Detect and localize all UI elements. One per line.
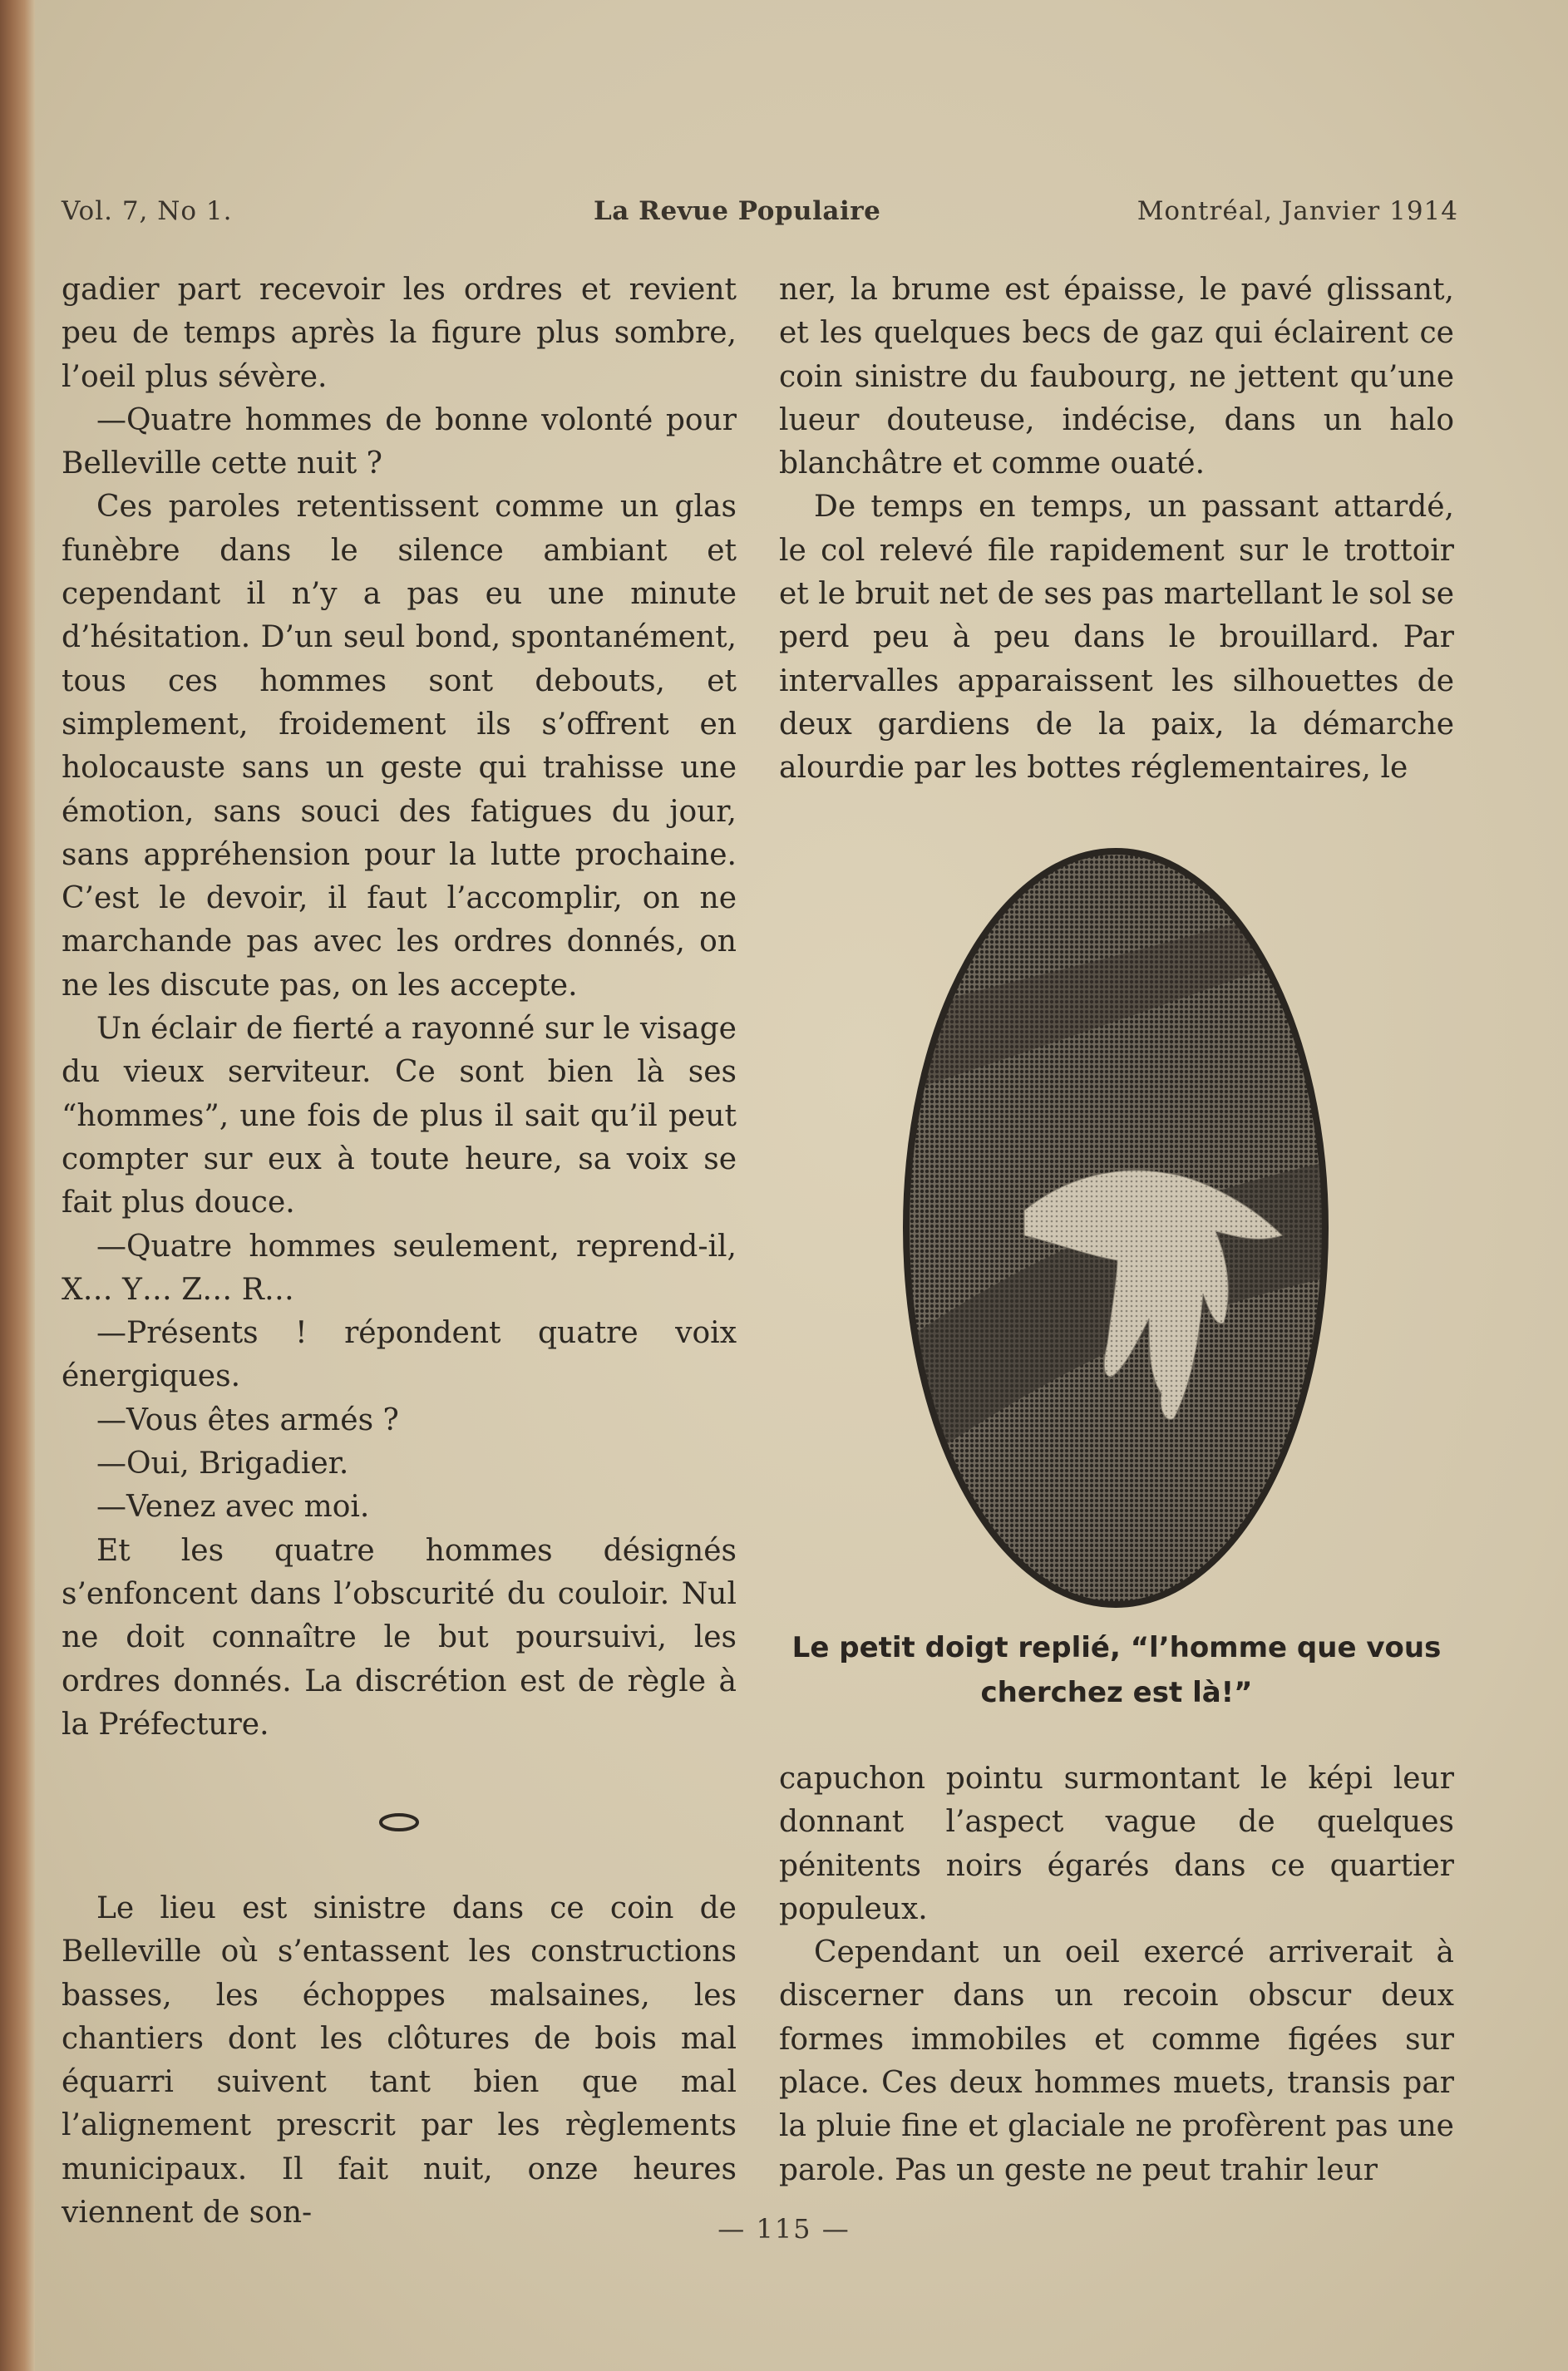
caption-line: cherchez est là!” (980, 1676, 1253, 1709)
page-number: — 115 — (717, 2213, 851, 2245)
left-column-section-2 (62, 1887, 737, 2235)
issue-date: Montréal, Janvier 1914 (1137, 196, 1458, 226)
section-separator-icon (376, 1810, 422, 1835)
paragraph: —Présents ! répondent quatre voix énergiques. (62, 1316, 737, 1394)
right-column-bottom (779, 1757, 1454, 2192)
paragraph: gadier part recevoir les ordres et revient peu de temps après la figure plus sombre, l’oeil plus sévère. (62, 273, 737, 394)
paragraph: Cependant un oeil exercé arriverait à discerner dans un recoin obscur deux formes immobiles et comme figées sur place. Ces deux hommes muets, transis par la pluie fine et glaciale ne profèrent pas une parole. Pas un geste ne peut trahir leur (779, 1935, 1454, 2187)
paragraph: ner, la brume est épaisse, le pavé glissant, et les quelques becs de gaz qui éclairent ce coin sinistre du faubourg, ne jettent qu’une lueur douteuse, indécise, dans un halo blanchâtre et comme ouaté. (779, 273, 1454, 481)
paragraph: Un éclair de fierté a rayonné sur le visage du vieux serviteur. Ce sont bien là ses “hommes”, une fois de plus il sait qu’il peut compter sur eux à toute heure, sa voix se fait plus douce. (62, 1012, 737, 1220)
issue-volume: Vol. 7, No 1. (62, 196, 233, 226)
paragraph: Et les quatre hommes désignés s’enfoncent dans l’obscurité du couloir. Nul ne doit connaître le but poursuivi, les ordres donnés. La discrétion est de règle à la Préfecture. (62, 1533, 737, 1742)
paragraph: —Quatre hommes de bonne volonté pour Belleville cette nuit ? (62, 402, 737, 481)
binding-edge (0, 0, 35, 2371)
paragraph: —Vous êtes armés ? (96, 1402, 399, 1437)
paragraph: —Quatre hommes seulement, reprend-il, X… Y… Z… R… (62, 1229, 737, 1307)
paragraph: —Oui, Brigadier. (96, 1447, 349, 1481)
paragraph: capuchon pointu surmontant le képi leur donnant l’aspect vague de quelques pénitents noirs égarés dans ce quartier populeux. (779, 1762, 1454, 1926)
running-header (62, 196, 1458, 238)
paragraph: —Venez avec moi. (96, 1490, 370, 1525)
figure-caption (779, 1625, 1454, 1715)
paragraph: De temps en temps, un passant attardé, le col relevé file rapidement sur le trottoir et le bruit net de ses pas martellant le sol se perd peu à peu dans le brouillard. Par intervalles apparaissent les silhouettes de deux gardiens de la paix, la démarche alourdie par les bottes réglementaires, le (779, 490, 1454, 786)
caption-line: Le petit doigt replié, “l’homme que vous (791, 1631, 1442, 1664)
paragraph: Le lieu est sinistre dans ce coin de Belleville où s’entassent les constructions basses, les échoppes malsaines, les chantiers dont les clôtures de bois mal équarri suivent tant bien que mal l’alignement prescrit par les règlements municipaux. Il fait nuit, onze heures viennent de son- (62, 1891, 737, 2231)
right-column-top (779, 269, 1454, 791)
paragraph: Ces paroles retentissent comme un glas funèbre dans le silence ambiant et cependant il n’y a pas eu une minute d’hésitation. D’un seul bond, spontanément, tous ces hommes sont debouts, et simplement, froidement ils s’offrent en holocauste sans un geste qui trahisse une émotion, sans souci des fatigues du jour, sans appréhension pour la lutte prochaine. C’est le devoir, il faut l’accomplir, on ne marchande pas avec les ordres donnés, on ne les discute pas, on les accepte. (62, 490, 737, 1003)
left-column (62, 269, 737, 1747)
halftone-hand-photo (900, 845, 1332, 1611)
magazine-title: La Revue Populaire (594, 196, 881, 226)
